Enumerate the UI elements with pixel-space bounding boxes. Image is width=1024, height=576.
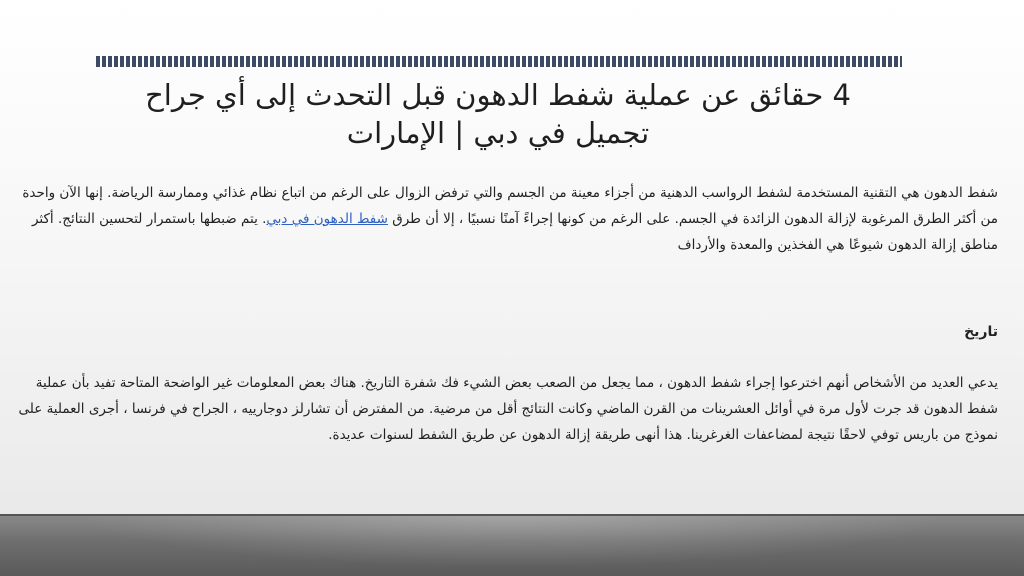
intro-text-before-link: شفط الدهون هي التقنية المستخدمة لشفط الرواسب الدهنية من أجزاء معينة من الجسم والتي ترفض الزوال على الرغم من اتباع نظام غذائي وممارسة الرياضة. إنها الآن واحدة من أكثر الطرق المرغوبة لإزالة الدهون الزائدة في الجسم. على الرغم من كونها إجراءً آمنًا نسبيًا ، إلا أن طرق (22, 185, 998, 227)
liposuction-dubai-link[interactable]: شفط الدهون في دبي (266, 211, 388, 227)
intro-paragraph (10, 180, 998, 258)
slide-title (100, 76, 896, 152)
history-heading: تاريخ (964, 324, 998, 340)
slide-title-line-2: تجميل في دبي | الإمارات (346, 116, 650, 150)
floor-seam (0, 514, 1024, 516)
slide-title-line-1: 4 حقائق عن عملية شفط الدهون قبل التحدث إلى أي جراح (145, 78, 851, 112)
floor-background (0, 514, 1024, 576)
decorative-stripe (96, 56, 902, 67)
history-paragraph: يدعي العديد من الأشخاص أنهم اخترعوا إجراء شفط الدهون ، مما يجعل من الصعب بعض الشيء فك شفرة التاريخ. هناك بعض المعلومات غير الواضحة المتاحة تفيد بأن عملية شفط الدهون قد جرت لأول مرة في أوائل العشرينات من القرن الماضي وكانت النتائج أقل من مرضية. من المفترض أن تشارلز دوجارييه ، الجراح في فرنسا ، أجرى العملية على نموذج من باريس توفي لاحقًا نتيجة لمضاعفات الغرغرينا. هذا أنهى طريقة إزالة الدهون عن طريق الشفط لسنوات عديدة. (18, 375, 998, 443)
intro-text-after-link: . يتم ضبطها باستمرار لتحسين النتائج. أكثر مناطق إزالة الدهون شيوعًا هي الفخذين والمعدة والأرداف (31, 211, 998, 253)
